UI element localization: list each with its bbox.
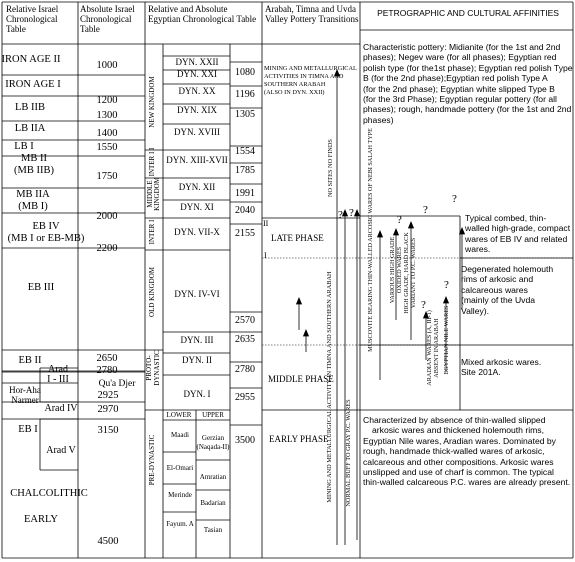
abs-date: 2200 <box>96 243 118 254</box>
abs-date: 2970 <box>97 404 119 415</box>
petro-mixed-block <box>461 357 571 378</box>
header-arabah: Arabah, Timna and Uvda Valley Pottery Transitions <box>265 4 359 24</box>
dynasty-label: DYN. XIII-XVII <box>166 155 228 165</box>
header-egypt: Relative and Absolute Egyptian Chronological Table <box>148 4 257 24</box>
arrow-head <box>444 297 449 303</box>
period-hor-aha: Hor-Aha Narmer <box>9 385 41 405</box>
question-mark: ? <box>423 204 428 216</box>
muscovite-wares-vertical: MUSCOVITE BEARING THIN-WALLED ARCOSIC WARES OF NEBI SALAH TYPE <box>367 128 374 352</box>
question-mark: ? <box>397 214 402 226</box>
petro-degenerated-line: calcareous wares <box>461 284 528 295</box>
predyn-lower-culture: Merinde <box>168 491 192 499</box>
petro-degenerated-line: (mainly of the Uvda <box>461 295 536 306</box>
mining-activity-vertical: MINING AND METALLURGICAL ACTIVITY IN TIMNA AND SOUTHERN ARABAH <box>326 271 333 503</box>
petro-typical-block <box>465 213 573 255</box>
petro-top-line: phases) <box>363 114 394 125</box>
phase-i: I <box>264 251 267 260</box>
abs-date: 2925 <box>97 390 119 401</box>
predyn-upper-header: UPPER <box>202 411 224 419</box>
early-phase: EARLY PHASE <box>269 434 329 444</box>
egypt-date: 1785 <box>235 165 255 176</box>
era-inter-ii: INTER I I <box>148 147 156 177</box>
question-mark: ? <box>421 299 426 311</box>
petro-typical-line: walled high-grade, compact <box>465 223 571 234</box>
era-middle-kingdom-2: KINGDOM <box>153 177 161 211</box>
abs-date: 2650 <box>96 353 118 364</box>
predyn-lower-culture: El-Omari <box>166 464 194 472</box>
egypt-date: 1305 <box>235 109 255 120</box>
aradian-wares-vertical-2: ABSENT IN ARABAH <box>433 318 440 378</box>
abs-date: 4500 <box>97 536 119 547</box>
period-early: EARLY <box>24 514 58 525</box>
period-iron-age-ii: IRON AGE II <box>1 54 61 65</box>
arrow-head <box>297 298 302 304</box>
egypt-date: 1991 <box>235 188 255 199</box>
petro-degenerated-line: Degenerated holemouth <box>461 264 554 274</box>
era-middle-kingdom-1: MIDDLE <box>146 180 154 208</box>
predyn-upper-culture: Tasian <box>203 526 223 534</box>
petro-bottom-line: thin-walled calcareous P.C. wares are already present. <box>363 477 571 488</box>
qua-djer-label: Qu'a Djer <box>98 379 136 389</box>
period-mb-iia: MB IIA (MB I) <box>16 189 50 212</box>
abs-date: 1000 <box>96 60 118 71</box>
era-proto-dynastic-2: DYNASTIC <box>153 350 161 386</box>
various-oxided-wares-vertical-2: OXIDED WARES <box>396 246 403 294</box>
era-inter-i: INTER I <box>148 219 156 245</box>
period-chalcolithic: CHALCOLITHIC <box>10 488 88 499</box>
predyn-upper-culture: Amratian <box>199 473 227 481</box>
period-eb-i: EB I <box>18 424 38 435</box>
petro-mixed-line: Mixed arkosic wares. <box>461 357 542 367</box>
period-lb-iib: LB IIB <box>14 102 46 113</box>
abs-date: 1750 <box>96 171 118 182</box>
petro-bottom-line: rough, handmade thick-walled wares of arkosic, <box>363 446 545 457</box>
dynasty-label: DYN. XII <box>178 182 216 192</box>
dynasty-label: DYN. XI <box>180 202 214 212</box>
petro-bottom-line: Egyptian Nile wares, Aradian wares. Dominated by <box>363 435 556 446</box>
no-sites-no-finds: NO SITES NO FINDS <box>327 139 334 197</box>
petro-typical-line: Typical combed, thin- <box>465 213 547 223</box>
header-israel-absolute: Absolute Israel Chronological Table <box>80 4 135 34</box>
dynasty-label: DYN. VII-X <box>174 227 220 237</box>
abs-date: 2000 <box>96 211 118 222</box>
petro-bottom-line: unslipped and use of charf is common. The typical <box>363 467 554 478</box>
dynasty-label: DYN. XXI <box>177 69 217 79</box>
period-eb-ii: EB II <box>18 355 42 366</box>
petro-degenerated-line: Valley). <box>461 305 490 316</box>
petro-degenerated-line: rims of arkosic and <box>461 274 534 285</box>
abs-date: 2780 <box>96 365 118 376</box>
egypt-date: 2955 <box>235 392 255 403</box>
arrow-head <box>378 231 383 237</box>
dynasty-label: DYN. XVIII <box>174 127 220 137</box>
dynasty-label: DYN. XX <box>178 86 216 96</box>
abs-date: 1300 <box>96 110 118 121</box>
period-mb-ii: MB II (MB IIB) <box>14 153 54 176</box>
header-petrographic: PETROGRAPHIC AND CULTURAL AFFINITIES <box>377 8 559 18</box>
petro-top-line: phases); rough, handmade pottery (for the 1st and 2nd <box>363 104 572 115</box>
period-lb-iia: LB IIA <box>14 123 46 134</box>
arrow-head <box>394 229 399 235</box>
dynasty-label: DYN. IV-VI <box>174 289 220 299</box>
petro-top-line: (for the 3rd Phase); Egyptian regular pottery (for all <box>363 94 557 105</box>
era-old-kingdom: OLD KINGDOM <box>148 267 156 317</box>
petro-top-line: polish type (for the1st phase); Egyptian red polish Type <box>363 62 573 73</box>
mining-activities-note: MINING AND METALLURGICAL ACTIVITIES IN TIMNA AND SOUTHERN ARABAH (ALSO IN DYN. XXII) <box>264 65 357 96</box>
petro-top-block <box>363 42 573 125</box>
egypt-date: 1554 <box>235 146 255 157</box>
egypt-date: 2570 <box>235 315 255 326</box>
various-oxided-wares-vertical-1: VARIOUS HIGH GRADE <box>389 236 396 304</box>
header-israel-relative: Relative Israel Chronological Table <box>6 4 59 34</box>
arrow-head <box>304 330 309 336</box>
normal-buff-wares-vertical: NORMAL BUFF TO GRAY P.C. WARES <box>345 399 352 507</box>
question-mark: ? <box>444 279 449 291</box>
period-arad-v: Arad V <box>46 445 76 456</box>
petro-top-line: Characteristic pottery: Midianite (for the 1st and 2nd <box>363 42 561 52</box>
petro-bottom-line: arkosic wares and thickened holemouth rims, <box>372 425 544 436</box>
predyn-lower-header: LOWER <box>166 411 192 419</box>
predyn-lower-culture: Fayum. A <box>166 520 194 528</box>
period-lb-i: LB I <box>14 141 34 152</box>
dynasty-label: DYN. I <box>183 389 211 399</box>
high-grade-black-vertical-1: HIGH GRADE, HARD BLACK <box>403 232 410 314</box>
arrow-head <box>409 222 414 228</box>
question-mark: ? <box>338 209 343 221</box>
petro-bottom-block <box>363 415 573 488</box>
aradian-wares-vertical-1: ARADIAN WARES (A, III-1) <box>426 310 433 386</box>
egypt-date: 3500 <box>235 435 255 446</box>
petro-typical-line: wares of EB IV and related <box>465 233 568 244</box>
arrow-head <box>343 210 348 216</box>
predyn-lower-culture: Maadi <box>171 431 189 439</box>
period-iron-age-i: IRON AGE I <box>5 79 61 90</box>
petro-top-line: B (for the 2nd phase);Egyptian red polish Type A <box>363 73 548 84</box>
dynasty-label: DYN. III <box>180 335 214 345</box>
abs-date: 3150 <box>97 425 119 436</box>
period-arad-i-iii: Arad I - III <box>47 364 69 385</box>
question-mark: ? <box>349 207 354 219</box>
egypt-date: 1080 <box>235 67 255 78</box>
petro-top-line: phases); Negev ware (for all phases); Egyptian red <box>363 52 557 63</box>
arrow-head <box>355 210 360 216</box>
petro-degenerated-block <box>461 264 571 316</box>
period-arad-iv: Arad IV <box>44 403 78 414</box>
late-phase: LATE PHASE <box>271 233 324 243</box>
abs-date: 1550 <box>96 142 118 153</box>
egypt-date: 1196 <box>235 89 255 100</box>
petro-typical-line: wares. <box>465 244 491 255</box>
egyptian-nile-wares-vertical: EGYPTIAN NILE WARES <box>443 305 450 375</box>
era-pre-dynastic: PRE-DYNASTIC <box>148 434 156 486</box>
egypt-date: 2155 <box>235 228 255 239</box>
period-eb-iv: EB IV (MB I or EB-MB) <box>7 221 85 244</box>
predyn-upper-culture: Badarian <box>200 499 226 507</box>
abs-date: 1200 <box>96 95 118 106</box>
question-mark: ? <box>452 193 457 205</box>
egypt-date: 2040 <box>235 205 255 216</box>
dynasty-label: DYN. II <box>182 355 212 365</box>
period-eb-iii: EB III <box>27 282 55 293</box>
egypt-date: 2780 <box>235 364 255 375</box>
predyn-upper-culture-gerzian: Gerzian (Naqada-II) <box>196 434 230 451</box>
middle-phase: MIDDLE PHASE <box>268 374 334 384</box>
petro-top-line: (for the 2nd phase); Egyptian white slipped Type B <box>363 83 555 94</box>
abs-date: 1400 <box>96 128 118 139</box>
high-grade-black-vertical-2: VARIANT TO P.C. WARES <box>410 237 417 309</box>
era-new-kingdom: NEW KINGDOM <box>148 76 156 128</box>
dynasty-label: DYN. XIX <box>177 105 217 115</box>
era-proto-dynastic-1: PROTO- <box>145 355 153 381</box>
dynasty-label: DYN. XXII <box>175 57 219 67</box>
petro-mixed-line: Site 201A. <box>461 367 501 378</box>
petro-bottom-line: calcareous and other compositions. Arkosic wares <box>363 456 554 467</box>
phase-ii: II <box>263 219 269 228</box>
petro-bottom-line: Characterized by absence of thin-walled slipped <box>363 415 546 425</box>
egypt-date: 2635 <box>235 334 255 345</box>
